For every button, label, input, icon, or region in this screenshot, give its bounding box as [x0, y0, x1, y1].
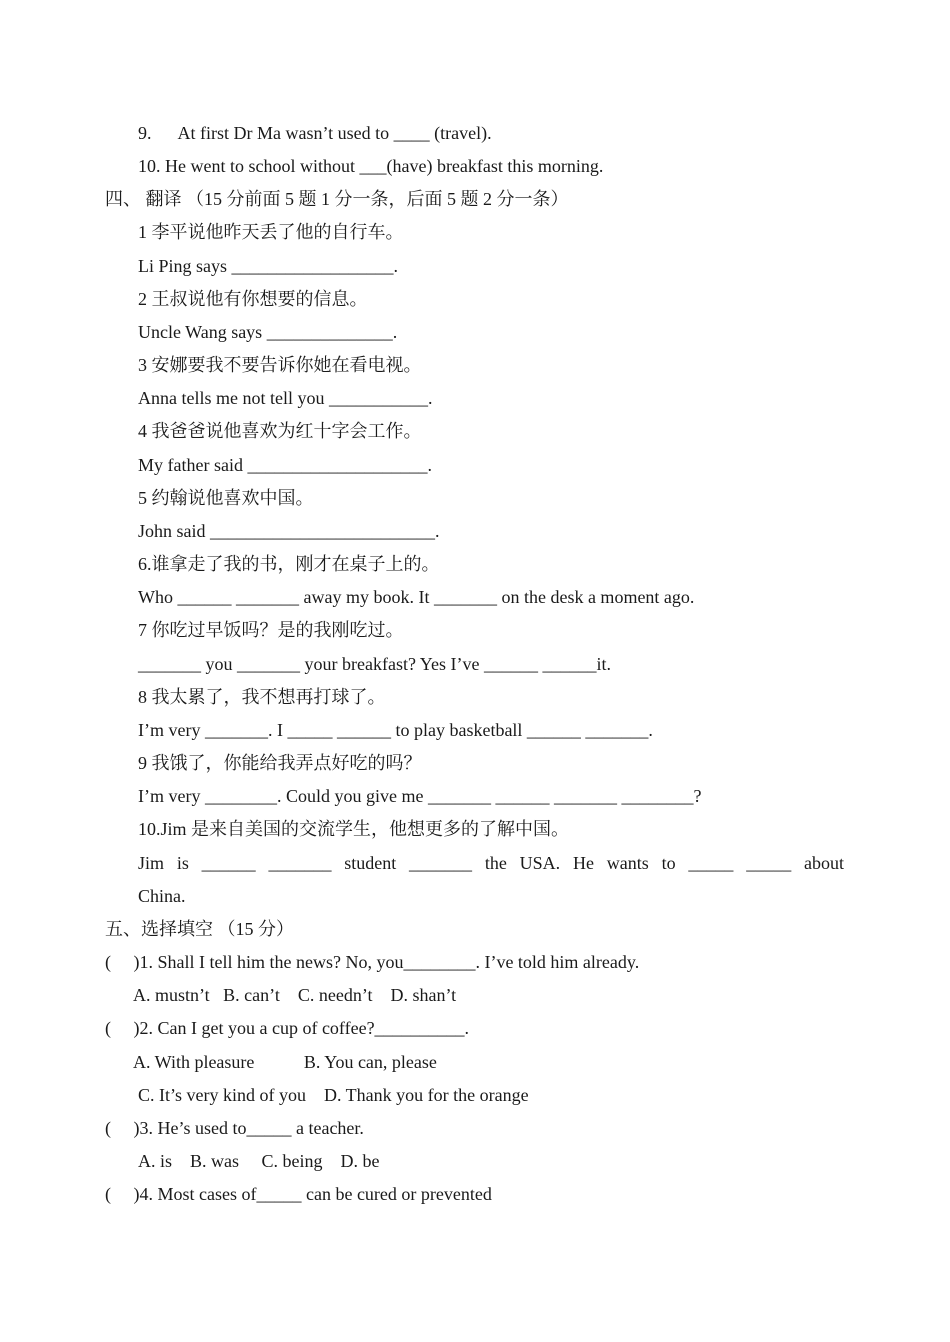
translation-10-chinese: 10.Jim 是来自美国的交流学生，他想更多的了解中国。 — [138, 819, 570, 839]
translation-8-chinese: 8 我太累了，我不想再打球了。 — [138, 687, 386, 707]
translation-4-chinese: 4 我爸爸说他喜欢为红十字会工作。 — [138, 421, 422, 441]
section-heading-multiple-choice: 五、选择填空 （15 分） — [105, 919, 294, 939]
translation-7-chinese: 7 你吃过早饭吗？是的我刚吃过。 — [138, 620, 404, 640]
translation-9-english: I’m very ________. Could you give me _______ ______ _______ ________? — [138, 786, 702, 806]
translation-8-english: I’m very _______. I _____ ______ to play basketball ______ _______. — [138, 720, 653, 740]
choice-question-2: ( )2. Can I get you a cup of coffee?__________. — [105, 1018, 470, 1038]
translation-10-english-cont: China. — [138, 886, 186, 906]
translation-2-english: Uncle Wang says ______________. — [138, 322, 398, 342]
translation-5-english: John said _________________________. — [138, 521, 440, 541]
translation-7-english: _______ you _______ your breakfast? Yes I’ve ______ ______it. — [138, 654, 611, 674]
translation-2-chinese: 2 王叔说他有你想要的信息。 — [138, 289, 368, 309]
translation-5-chinese: 5 约翰说他喜欢中国。 — [138, 488, 314, 508]
translation-3-chinese: 3 安娜要我不要告诉你她在看电视。 — [138, 355, 422, 375]
choice-question-1: ( )1. Shall I tell him the news? No, you________. I’ve told him already. — [105, 952, 640, 972]
translation-10-english: Jim is ______ _______ student _______ the USA. He wants to _____ _____ about — [138, 853, 844, 873]
choice-question-2-options-a: A. With pleasure B. You can, please — [133, 1052, 437, 1072]
section-heading-translation: 四、 翻译 （15 分前面 5 题 1 分一条，后面 5 题 2 分一条） — [105, 189, 569, 209]
translation-3-english: Anna tells me not tell you ___________. — [138, 388, 433, 408]
translation-6-english: Who ______ _______ away my book. It _______ on the desk a moment ago. — [138, 587, 695, 607]
translation-6-chinese: 6.谁拿走了我的书，刚才在桌子上的。 — [138, 554, 440, 574]
question-s3-9: 9. At first Dr Ma wasn’t used to ____ (travel). — [138, 123, 492, 143]
translation-1-english: Li Ping says __________________. — [138, 256, 399, 276]
translation-1-chinese: 1 李平说他昨天丢了他的自行车。 — [138, 222, 404, 242]
question-s3-10: 10. He went to school without ___(have) breakfast this morning. — [138, 156, 604, 176]
choice-question-3: ( )3. He’s used to_____ a teacher. — [105, 1118, 364, 1138]
choice-question-2-options-b: C. It’s very kind of you D. Thank you for the orange — [138, 1085, 529, 1105]
choice-question-3-options: A. is B. was C. being D. be — [138, 1151, 380, 1171]
choice-question-1-options: A. mustn’t B. can’t C. needn’t D. shan’t — [133, 985, 457, 1005]
translation-4-english: My father said ____________________. — [138, 455, 432, 475]
choice-question-4: ( )4. Most cases of_____ can be cured or prevented — [105, 1184, 492, 1204]
translation-9-chinese: 9 我饿了，你能给我弄点好吃的吗？ — [138, 753, 422, 773]
